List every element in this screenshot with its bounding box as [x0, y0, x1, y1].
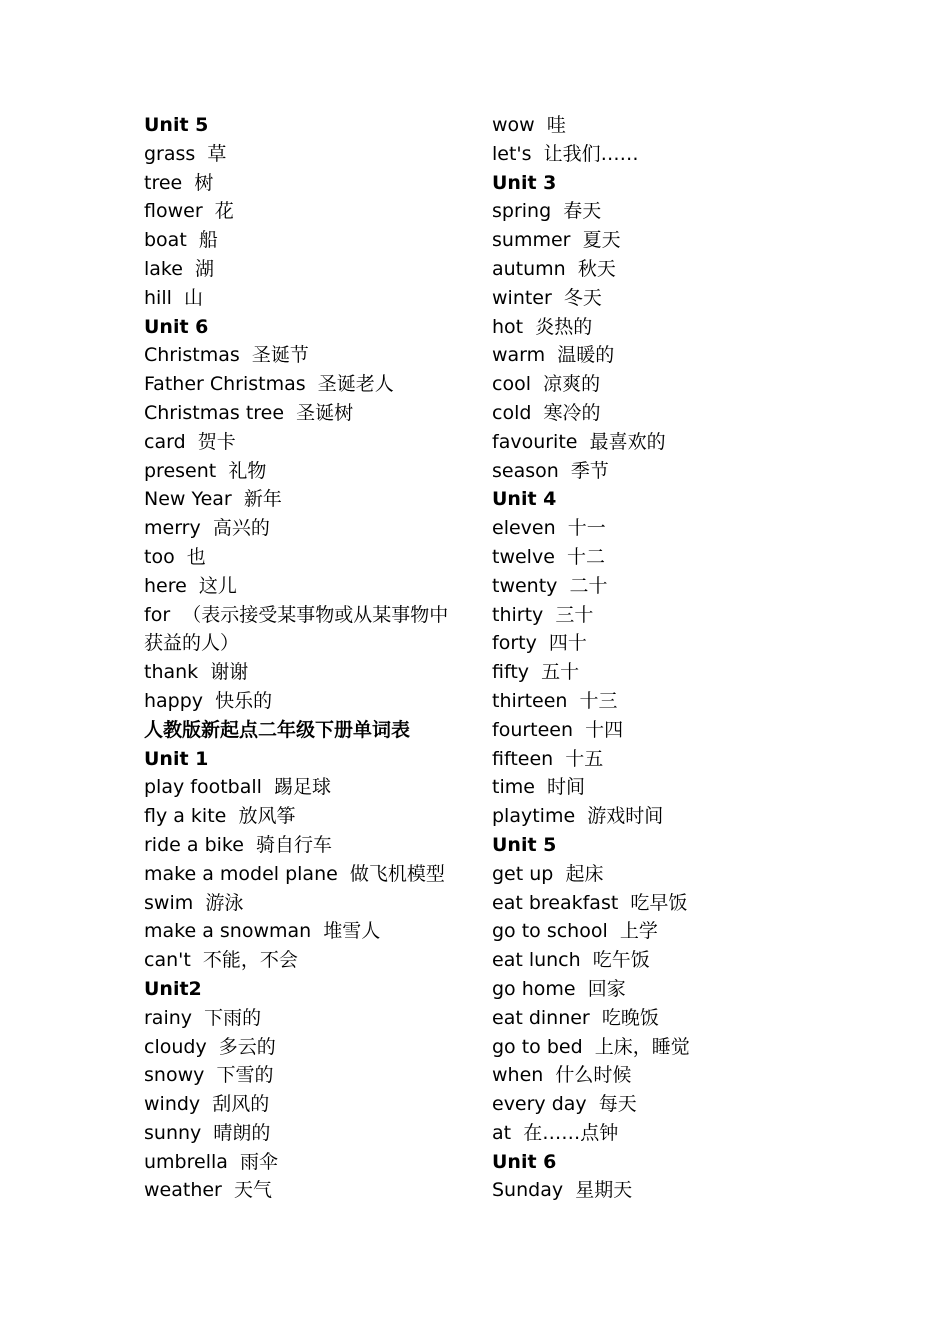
vocab-entry — [144, 226, 464, 255]
vocab-meaning: 船 — [198, 229, 218, 252]
vocab-entry — [144, 514, 464, 543]
vocab-entry — [144, 140, 464, 169]
vocab-entry — [144, 1090, 464, 1119]
vocab-word: time — [492, 776, 535, 799]
vocab-entry — [492, 917, 792, 946]
vocab-entry — [492, 1004, 792, 1033]
vocab-word: when — [492, 1064, 544, 1087]
vocab-word: for — [144, 603, 171, 626]
unit-heading: Unit 1 — [144, 747, 209, 770]
vocab-entry — [492, 428, 792, 457]
vocab-entry — [144, 802, 464, 831]
vocab-word: New Year — [144, 488, 232, 511]
vocab-entry — [492, 745, 792, 774]
vocab-meaning: 湖 — [195, 257, 215, 280]
vocab-entry — [492, 457, 792, 486]
vocab-entry — [492, 946, 792, 975]
vocab-meaning: 二十 — [569, 574, 608, 597]
vocab-entry — [144, 773, 464, 802]
vocab-word: too — [144, 545, 175, 568]
vocab-entry — [492, 1090, 792, 1119]
vocab-word: here — [144, 574, 187, 597]
vocab-word: windy — [144, 1093, 201, 1116]
vocab-entry — [492, 629, 792, 658]
unit-heading: 人教版新起点二年级下册单词表 — [144, 718, 411, 741]
vocab-meaning: 什么时候 — [555, 1064, 632, 1087]
vocab-word: make a model plane — [144, 862, 338, 885]
vocab-meaning: 在……点钟 — [523, 1121, 619, 1144]
vocab-entry — [144, 946, 464, 975]
unit-heading: Unit 5 — [144, 114, 209, 136]
vocab-word: every day — [492, 1093, 587, 1116]
vocab-word: fifty — [492, 661, 530, 684]
vocab-meaning: 上学 — [619, 920, 658, 943]
vocab-meaning: 温暖的 — [557, 344, 615, 367]
unit-heading: Unit 3 — [492, 171, 557, 194]
vocab-word: Father Christmas — [144, 373, 306, 396]
vocab-meaning: 十四 — [585, 718, 624, 741]
vocab-entry — [492, 716, 792, 745]
vocab-word: Christmas — [144, 344, 240, 367]
unit-heading: Unit 5 — [492, 833, 557, 856]
vocab-entry — [492, 1061, 792, 1090]
vocab-meaning: 游泳 — [205, 891, 244, 914]
vocab-word: go to bed — [492, 1035, 583, 1058]
vocab-word: flower — [144, 200, 203, 223]
vocab-word: fourteen — [492, 718, 574, 741]
vocab-meaning: 游戏时间 — [587, 805, 664, 828]
vocab-entry — [492, 658, 792, 687]
vocab-meaning: 放风筝 — [238, 805, 296, 828]
vocab-meaning: 雨伞 — [240, 1150, 279, 1173]
vocab-word: card — [144, 430, 186, 453]
vocab-entry — [492, 572, 792, 601]
vocab-entry — [144, 428, 464, 457]
vocab-meaning: 三十 — [555, 603, 594, 626]
vocab-meaning: 十一 — [567, 517, 606, 540]
vocab-meaning: 吃午饭 — [592, 949, 650, 972]
vocab-meaning: 多云的 — [218, 1035, 276, 1058]
vocab-meaning: 堆雪人 — [323, 920, 381, 943]
vocab-word: play football — [144, 776, 262, 799]
vocab-entry — [144, 485, 464, 514]
vocab-word: eleven — [492, 517, 556, 540]
vocab-word: winter — [492, 286, 552, 309]
vocab-entry — [144, 1061, 464, 1090]
vocab-word: present — [144, 459, 217, 482]
vocab-word: weather — [144, 1179, 222, 1202]
vocab-entry — [144, 284, 464, 313]
vocab-entry — [492, 601, 792, 630]
vocab-meaning: 每天 — [598, 1093, 637, 1116]
vocab-entry — [144, 1148, 464, 1177]
vocab-meaning: 花 — [214, 200, 234, 223]
vocab-meaning: 上床，睡觉 — [594, 1035, 690, 1058]
vocab-meaning: 回家 — [587, 977, 626, 1000]
vocab-entry — [144, 457, 464, 486]
vocab-word: swim — [144, 891, 194, 914]
unit-heading: Unit 6 — [144, 315, 209, 338]
vocab-meaning: 下雪的 — [216, 1064, 274, 1087]
vocab-entry — [144, 687, 464, 716]
vocab-word: umbrella — [144, 1150, 228, 1173]
vocab-word: go home — [492, 977, 576, 1000]
vocab-entry — [492, 255, 792, 284]
vocab-word: tree — [144, 171, 183, 194]
vocab-meaning: 山 — [183, 286, 203, 309]
vocab-meaning: 吃早饭 — [630, 891, 688, 914]
vocab-meaning: 春天 — [563, 200, 602, 223]
vocab-word: eat breakfast — [492, 891, 619, 914]
vocab-word: go to school — [492, 920, 608, 943]
vocab-entry — [144, 601, 464, 659]
vocab-word: twelve — [492, 545, 555, 568]
vocab-entry — [144, 1004, 464, 1033]
left-column — [144, 111, 464, 1205]
vocab-word: snowy — [144, 1064, 205, 1087]
vocab-meaning: 五十 — [541, 661, 580, 684]
vocab-entry — [492, 399, 792, 428]
vocab-word: spring — [492, 200, 552, 223]
vocab-word: cold — [492, 401, 532, 424]
vocab-word: hot — [492, 315, 524, 338]
vocab-meaning: 骑自行车 — [256, 833, 333, 856]
vocab-meaning: 起床 — [565, 862, 604, 885]
vocab-word: Sunday — [492, 1179, 564, 1202]
vocab-entry — [144, 1033, 464, 1062]
vocab-word: fly a kite — [144, 805, 227, 828]
vocab-meaning: 圣诞树 — [296, 401, 354, 424]
vocab-word: ride a bike — [144, 833, 244, 856]
vocab-meaning: 最喜欢的 — [589, 430, 666, 453]
vocab-meaning: 踢足球 — [274, 776, 332, 799]
vocab-entry — [492, 140, 792, 169]
vocab-word: playtime — [492, 805, 576, 828]
vocab-word: sunny — [144, 1121, 202, 1144]
vocab-meaning: 这儿 — [198, 574, 237, 597]
vocab-meaning: 贺卡 — [197, 430, 236, 453]
vocab-meaning: 时间 — [547, 776, 586, 799]
vocab-word: twenty — [492, 574, 558, 597]
vocab-meaning: 吃晚饭 — [601, 1006, 659, 1029]
vocab-meaning: 圣诞节 — [251, 344, 309, 367]
vocab-meaning: 树 — [194, 171, 214, 194]
vocab-meaning: 下雨的 — [204, 1006, 262, 1029]
vocab-entry — [492, 370, 792, 399]
vocab-entry — [492, 284, 792, 313]
vocab-entry — [144, 658, 464, 687]
vocab-entry — [144, 197, 464, 226]
vocab-meaning: （表示接受某事物或从某事物中获益的人） — [144, 603, 449, 655]
vocab-meaning: 冬天 — [563, 286, 602, 309]
vocab-word: favourite — [492, 430, 578, 453]
vocab-word: cool — [492, 373, 531, 396]
vocab-word: boat — [144, 229, 187, 252]
vocab-meaning: 晴朗的 — [213, 1121, 271, 1144]
vocab-entry — [492, 1033, 792, 1062]
vocab-meaning: 做飞机模型 — [349, 862, 445, 885]
vocab-word: lake — [144, 257, 183, 280]
vocab-meaning: 圣诞老人 — [317, 373, 394, 396]
vocab-entry — [144, 572, 464, 601]
vocab-word: wow — [492, 114, 535, 136]
vocab-meaning: 夏天 — [582, 229, 621, 252]
vocab-word: season — [492, 459, 559, 482]
vocab-entry — [492, 889, 792, 918]
vocab-entry — [144, 543, 464, 572]
vocab-entry — [492, 197, 792, 226]
vocab-entry — [492, 226, 792, 255]
vocab-word: summer — [492, 229, 571, 252]
vocab-meaning: 刮风的 — [212, 1093, 270, 1116]
vocab-word: get up — [492, 862, 554, 885]
vocab-word: eat dinner — [492, 1006, 590, 1029]
vocab-meaning: 礼物 — [228, 459, 267, 482]
vocab-word: thirty — [492, 603, 544, 626]
vocab-entry — [492, 1119, 792, 1148]
vocab-meaning: 天气 — [233, 1179, 272, 1202]
vocab-entry — [144, 889, 464, 918]
vocab-entry — [492, 687, 792, 716]
vocab-meaning: 四十 — [548, 632, 587, 655]
vocab-meaning: 高兴的 — [212, 517, 270, 540]
vocab-word: thank — [144, 661, 199, 684]
vocab-meaning: 快乐的 — [215, 689, 273, 712]
vocab-entry — [492, 773, 792, 802]
vocab-word: warm — [492, 344, 546, 367]
vocab-word: make a snowman — [144, 920, 312, 943]
vocab-word: can't — [144, 949, 191, 972]
unit-heading: Unit2 — [144, 977, 202, 1000]
vocab-word: rainy — [144, 1006, 193, 1029]
vocab-entry — [144, 341, 464, 370]
vocab-word: hill — [144, 286, 172, 309]
vocab-entry — [492, 1176, 792, 1205]
vocab-meaning: 也 — [186, 545, 206, 568]
vocab-word: merry — [144, 517, 201, 540]
vocab-meaning: 十二 — [567, 545, 606, 568]
vocab-meaning: 炎热的 — [535, 315, 593, 338]
vocab-meaning: 寒冷的 — [543, 401, 601, 424]
vocab-entry — [144, 860, 464, 889]
vocab-meaning: 十三 — [579, 689, 618, 712]
vocab-meaning: 让我们…… — [543, 142, 639, 165]
vocab-entry — [492, 975, 792, 1004]
unit-heading: Unit 6 — [492, 1150, 557, 1173]
vocab-entry — [492, 802, 792, 831]
vocab-entry — [492, 313, 792, 342]
vocab-meaning: 哇 — [546, 114, 566, 136]
vocab-meaning: 新年 — [243, 488, 282, 511]
vocab-entry — [492, 514, 792, 543]
right-column — [492, 111, 792, 1205]
vocab-word: Christmas tree — [144, 401, 285, 424]
vocab-entry — [144, 255, 464, 284]
vocab-entry — [144, 917, 464, 946]
vocab-entry — [492, 111, 792, 140]
vocab-entry — [492, 341, 792, 370]
vocab-entry — [144, 399, 464, 428]
vocab-word: eat lunch — [492, 949, 581, 972]
vocab-word: autumn — [492, 257, 566, 280]
vocab-entry — [144, 1176, 464, 1205]
vocab-meaning: 凉爽的 — [543, 373, 601, 396]
vocab-word: fifteen — [492, 747, 554, 770]
vocab-entry — [144, 1119, 464, 1148]
vocab-entry — [144, 831, 464, 860]
vocab-meaning: 十五 — [565, 747, 604, 770]
vocab-word: let's — [492, 142, 532, 165]
vocab-word: happy — [144, 689, 204, 712]
vocab-word: grass — [144, 142, 196, 165]
vocab-meaning: 谢谢 — [210, 661, 249, 684]
unit-heading: Unit 4 — [492, 488, 557, 511]
vocab-entry — [492, 860, 792, 889]
vocab-meaning: 不能，不会 — [202, 949, 298, 972]
vocab-meaning: 秋天 — [577, 257, 616, 280]
vocab-word: cloudy — [144, 1035, 207, 1058]
vocab-meaning: 季节 — [570, 459, 609, 482]
vocab-meaning: 草 — [207, 142, 227, 165]
vocab-word: at — [492, 1121, 512, 1144]
vocab-entry — [144, 169, 464, 198]
vocab-entry — [492, 543, 792, 572]
vocab-word: thirteen — [492, 689, 568, 712]
vocab-word: forty — [492, 632, 537, 655]
vocab-entry — [144, 370, 464, 399]
vocab-meaning: 星期天 — [575, 1179, 633, 1202]
